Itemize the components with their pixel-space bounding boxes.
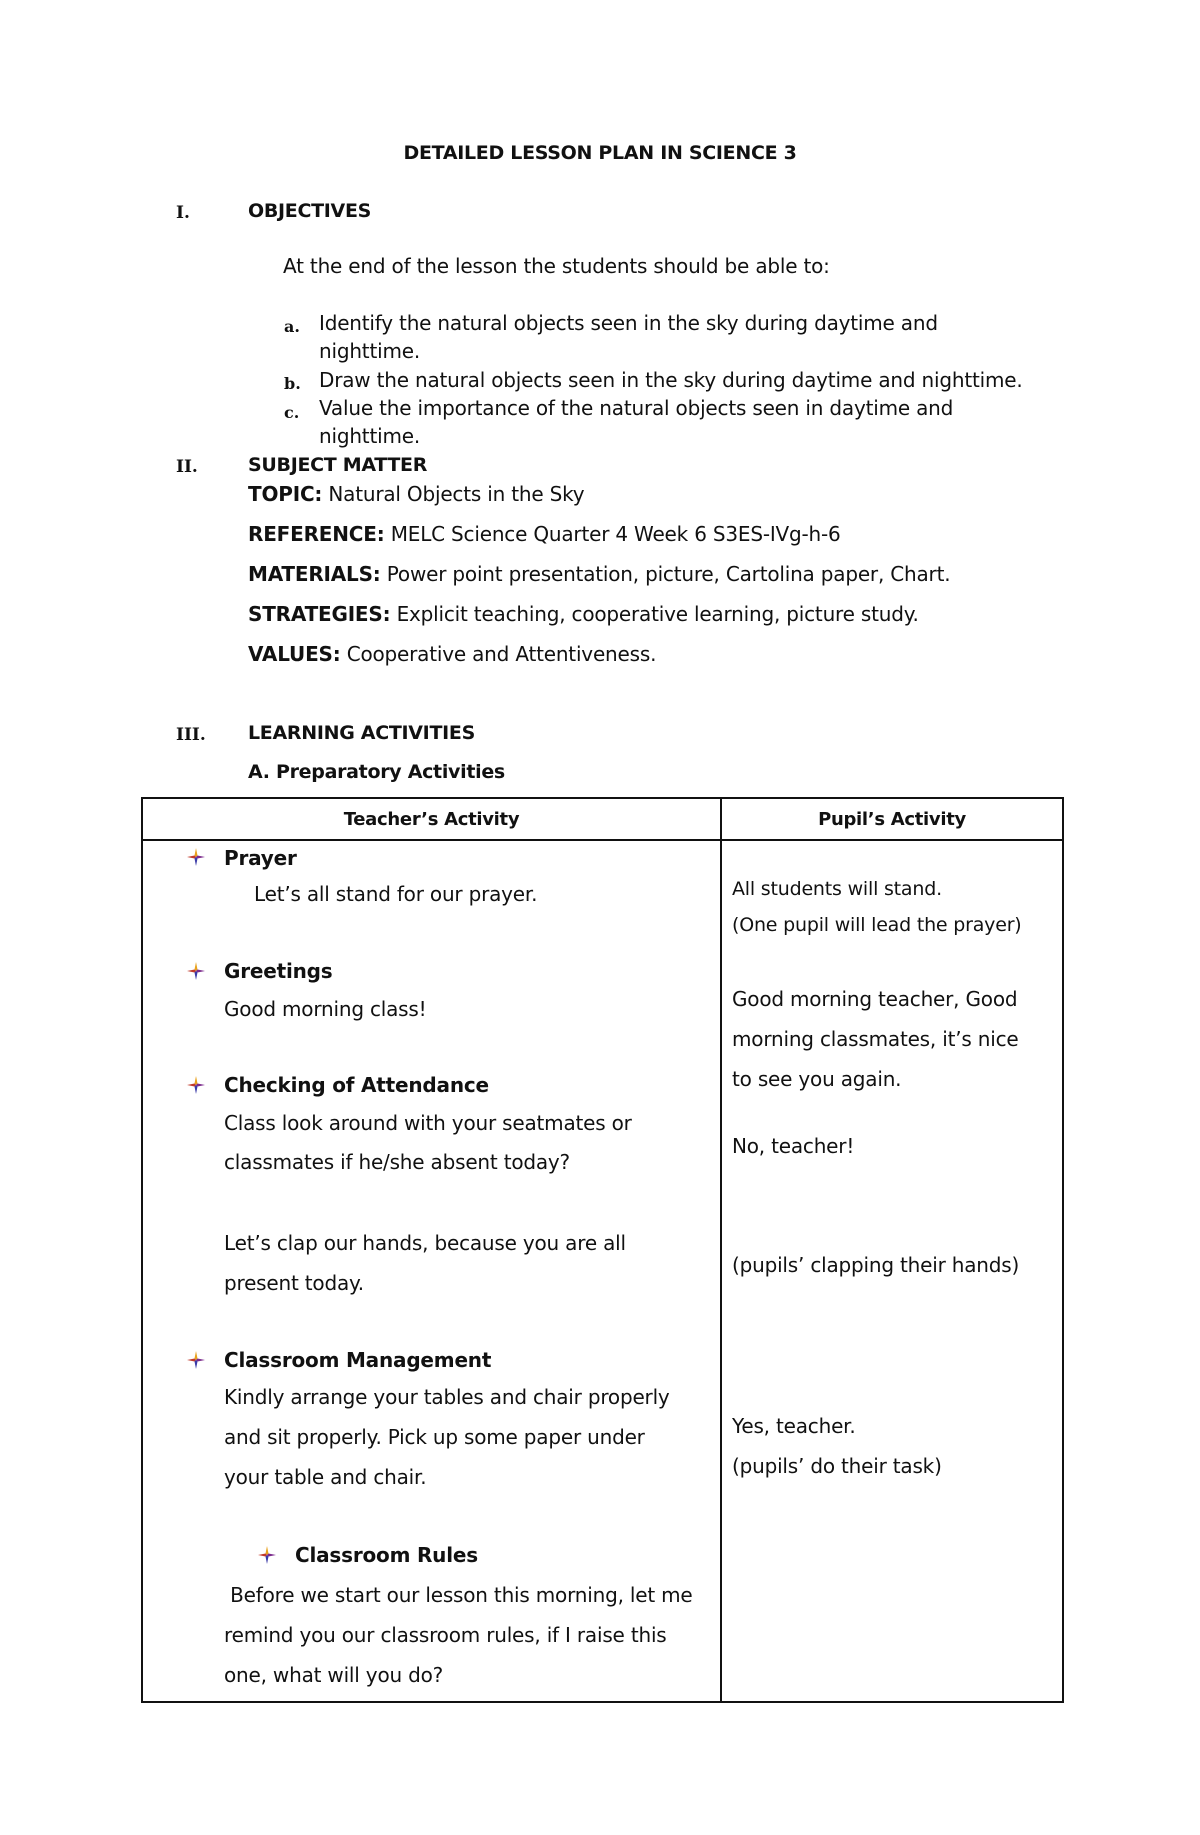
subject-values xyxy=(248,642,656,666)
four-point-star-icon xyxy=(187,1351,205,1369)
greetings-heading: Greetings xyxy=(224,959,333,983)
objective-letter-c: c. xyxy=(284,403,300,422)
subject-topic-label: TOPIC: xyxy=(248,482,323,506)
objective-a-line-2: nighttime. xyxy=(319,339,420,363)
attendance-line-1: Class look around with your seatmates or xyxy=(224,1111,632,1135)
section-heading-subject-matter: SUBJECT MATTER xyxy=(248,454,428,476)
subject-strategies xyxy=(248,602,919,626)
management-line-3: your table and chair. xyxy=(224,1465,427,1489)
section-numeral-3: III. xyxy=(176,725,206,745)
subject-topic-value: Natural Objects in the Sky xyxy=(328,482,585,506)
four-point-star-icon xyxy=(187,1076,205,1094)
subject-values-label: VALUES: xyxy=(248,642,341,666)
clap-line-1: Let’s clap our hands, because you are all xyxy=(224,1231,626,1255)
prayer-heading: Prayer xyxy=(224,846,297,870)
management-line-2: and sit properly. Pick up some paper under xyxy=(224,1425,645,1449)
objective-a-line-1: Identify the natural objects seen in the sky during daytime and xyxy=(319,311,938,335)
pupil-yes-teacher: Yes, teacher. xyxy=(732,1414,856,1438)
attendance-line-2: classmates if he/she absent today? xyxy=(224,1150,570,1174)
pupil-greeting-line-3: to see you again. xyxy=(732,1067,902,1091)
subject-reference-label: REFERENCE: xyxy=(248,522,385,546)
clap-line-2: present today. xyxy=(224,1271,364,1295)
pupil-clapping: (pupils’ clapping their hands) xyxy=(732,1253,1020,1277)
pupil-greeting-line-2: morning classmates, it’s nice xyxy=(732,1027,1019,1051)
pupil-activity-header: Pupil’s Activity xyxy=(721,798,1063,840)
subject-strategies-label: STRATEGIES: xyxy=(248,602,391,626)
prayer-text: Let’s all stand for our prayer. xyxy=(254,882,538,906)
rules-line-2: remind you our classroom rules, if I raise this xyxy=(224,1623,667,1647)
subject-reference xyxy=(248,522,841,546)
pupil-no-teacher: No, teacher! xyxy=(732,1134,855,1158)
objective-letter-a: a. xyxy=(284,317,300,336)
rules-heading: Classroom Rules xyxy=(295,1543,478,1567)
section-heading-learning-activities: LEARNING ACTIVITIES xyxy=(248,722,475,744)
activities-table xyxy=(141,797,1064,1703)
table-header-row xyxy=(142,798,1063,840)
pupil-do-task: (pupils’ do their task) xyxy=(732,1454,942,1478)
objective-c-line-1: Value the importance of the natural objects seen in daytime and xyxy=(319,396,954,420)
section-numeral-1: I. xyxy=(176,203,190,223)
objective-b-line-1: Draw the natural objects seen in the sky during daytime and nighttime. xyxy=(319,368,1023,392)
objective-c-line-2: nighttime. xyxy=(319,424,420,448)
subsection-preparatory-activities: A. Preparatory Activities xyxy=(248,761,505,783)
subject-strategies-value: Explicit teaching, cooperative learning, picture study. xyxy=(396,602,919,626)
subject-values-value: Cooperative and Attentiveness. xyxy=(346,642,657,666)
four-point-star-icon xyxy=(258,1546,276,1564)
subject-materials-value: Power point presentation, picture, Cartolina paper, Chart. xyxy=(386,562,951,586)
table-row xyxy=(142,840,1063,1702)
document-title: DETAILED LESSON PLAN IN SCIENCE 3 xyxy=(403,142,797,164)
section-heading-objectives: OBJECTIVES xyxy=(248,200,372,222)
subject-reference-value: MELC Science Quarter 4 Week 6 S3ES-IVg-h-6 xyxy=(390,522,841,546)
attendance-heading: Checking of Attendance xyxy=(224,1073,489,1097)
pupil-activity-cell xyxy=(721,840,1063,1702)
management-line-1: Kindly arrange your tables and chair properly xyxy=(224,1385,670,1409)
section-numeral-2: II. xyxy=(176,457,198,477)
rules-line-3: one, what will you do? xyxy=(224,1663,444,1687)
four-point-star-icon xyxy=(187,848,205,866)
objectives-intro: At the end of the lesson the students should be able to: xyxy=(283,254,830,278)
pupil-stand: All students will stand. xyxy=(732,878,942,900)
objective-letter-b: b. xyxy=(284,374,301,393)
greetings-text: Good morning class! xyxy=(224,997,427,1021)
rules-line-1: Before we start our lesson this morning, let me xyxy=(224,1583,693,1607)
pupil-greeting-line-1: Good morning teacher, Good xyxy=(732,987,1018,1011)
teacher-activity-cell xyxy=(142,840,721,1702)
subject-topic xyxy=(248,482,584,506)
teacher-activity-header: Teacher’s Activity xyxy=(142,798,721,840)
subject-materials xyxy=(248,562,950,586)
subject-materials-label: MATERIALS: xyxy=(248,562,381,586)
pupil-lead: (One pupil will lead the prayer) xyxy=(732,914,1022,936)
management-heading: Classroom Management xyxy=(224,1348,492,1372)
four-point-star-icon xyxy=(187,962,205,980)
